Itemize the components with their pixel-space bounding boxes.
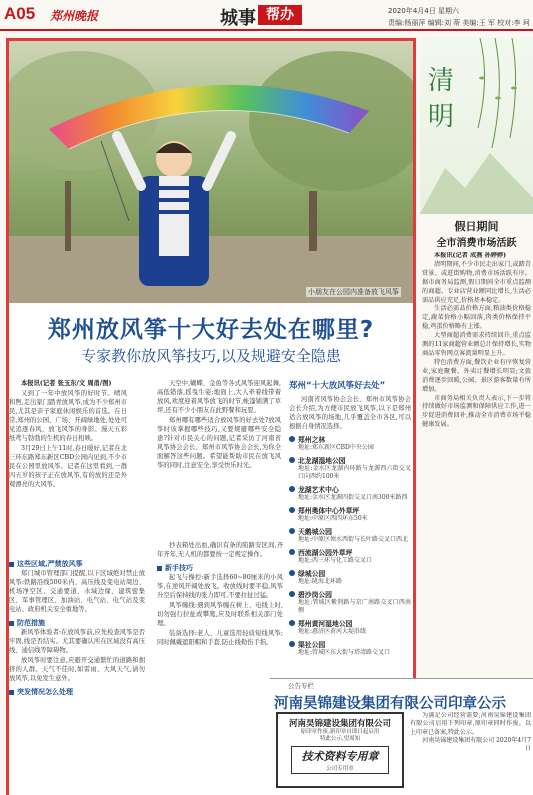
square-bullet-icon — [157, 566, 162, 571]
article-paragraph: 郑州哪有哪些适合放风筝的好去处?放风筝时该掌握哪些技巧,又要规避哪些安全隐患?针对市民关心的问题,记者采访了河南省风筝协会会长、郑州市风筝协会会长,为你全面解答这些问题。希望能帮助市民在放飞风筝的同时,注意安全,享受快乐时光。 — [157, 417, 281, 469]
article-paragraph: 清明期间,不少市民走出家门,或踏青赏景、或逛街购物,消费市场活跃有序。据市商务局监测,假日期间全市重点监测的商超、专业店营业额同比增长,生活必需品供应充足,价格基本稳定。 — [422, 260, 531, 304]
dot-bullet-icon — [289, 457, 295, 463]
kite-photo — [9, 41, 413, 303]
kite-spot-name: 郑州奥体中心外草坪 — [289, 505, 411, 515]
dot-bullet-icon — [289, 641, 295, 647]
dot-bullet-icon — [289, 507, 295, 513]
article-column-2 — [157, 379, 281, 529]
dot-bullet-icon — [289, 620, 295, 626]
article-paragraph: 大型商超消费需求持续回升,重点监测的11家商超营业额总计保持增长,实物商品零售网点客流量明显上升。 — [422, 332, 531, 357]
article-paragraph: 起飞与操控:新手选择60~80厘米的小风筝,在逆风开阔处放飞。收放线时要平稳,风筝升空后保持线的张力即可,不要拉扯过猛。 — [157, 574, 283, 599]
article-paragraph: 天空中,蝴蝶、金鱼等各式风筝迎风起舞,高低错落,摇曳生姿;地面上,大人牵着线带着放风,欢度迎着风筝放飞的时节,帐篷铺满了草坪,还有不少小朋友在此野餐和玩耍。 — [157, 380, 281, 414]
page-number: A05 — [4, 4, 36, 23]
article-paragraph: 市商务局相关负责人表示,下一步将持续做好市场监测和保障供应工作,进一步促进消费回补,推动全市消费市场平稳健康发展。 — [422, 394, 531, 429]
kite-spot-address: 地址:金水区龙源四街交叉口南300米路西 — [298, 494, 408, 501]
kite-spot-address: 地址:郑东新区CBD中央公园 — [298, 444, 374, 451]
header-rule — [0, 29, 533, 31]
kite-spot-address: 地址:中原区西四环东50米 — [298, 515, 368, 522]
article-column-1 — [9, 379, 127, 547]
kite-spot-name: 碧沙岗公园 — [289, 589, 411, 599]
kite-spot-name: 北龙湖湿地公园 — [289, 455, 411, 465]
tips-column — [157, 541, 283, 791]
article-paragraph: 放风筝时要注意,应避开交通繁忙的道路和拥挤的人群。天气不佳时,如雷雨、大风天气,请勿放风筝,以免发生意外。 — [9, 657, 145, 682]
kite-spot-address: 地址:惠济区黄河大堤沿线 — [298, 628, 367, 635]
seal-note: 原印章作废,新印章自即日起启用 — [300, 729, 380, 735]
seal-note: 特此公示,望周知 — [319, 736, 361, 742]
holiday-article-body — [422, 252, 531, 722]
kite-spot-address: 地址:中原区须水西街与长叶路交叉口西北 — [298, 536, 409, 543]
kite-spot-name: 绿城公园 — [289, 568, 411, 578]
kite-spots-title: 郑州“十大放风筝好去处” — [289, 381, 386, 391]
article-byline: 本报讯(记者 张玉东/文 周甬/图) — [21, 380, 112, 387]
article-headline: 郑州放风筝十大好去处在哪里? — [47, 317, 375, 343]
section-title: 城事 — [220, 8, 256, 29]
editor-credits: 责编:杨丽萍 编辑:刘 蒂 美编:王 军 校对:李 珂 — [388, 19, 530, 27]
kite-spot-name: 龙湖艺术中心 — [289, 484, 411, 494]
square-bullet-icon — [9, 690, 14, 695]
section-heading: 新手技巧 — [157, 563, 283, 573]
dot-bullet-icon — [289, 549, 295, 555]
seal-stamp-subtext: 公司专用章 — [326, 766, 354, 772]
kite-spots-intro: 河南省风筝协会会长、郑州市风筝协会会长介绍,为方便市民放飞风筝,以下是郑州适合放风筝的场地,几乎覆盖全市各区,可以根据自身情况选择。 — [289, 396, 411, 430]
issue-date: 2020年4月4日 星期六 — [388, 7, 459, 15]
seal-card — [276, 712, 404, 788]
notice-signature: 河南昊锦建设集团有限公司 2020年4月7日 — [422, 736, 531, 753]
kite-spot-address: 地址:管城区紫荆路与京广南路交叉口西南侧 — [298, 599, 411, 614]
dot-bullet-icon — [289, 528, 295, 534]
square-bullet-icon — [9, 562, 14, 567]
kite-spot-name: 西流湖公园外草坪 — [289, 547, 411, 557]
notice-title: 河南昊锦建设集团有限公司印章公示 — [274, 696, 506, 712]
article-subheadline: 专家教你放风筝技巧,以及规避安全隐患 — [81, 347, 341, 365]
qingming-char-2: 明 — [428, 102, 455, 132]
seal-stamp-text: 技术资料专用章 — [301, 750, 379, 763]
article-paragraph: 郑门城市管理部门提醒,以下区域绝对禁止放风筝:铁路沿线500米内、高压线及变电站周边、机场净空区、交通要道、水域边缘、建筑密集区、军事管理区、加油站、电气站、电气站及变电站、政府机关安全重地等。 — [9, 570, 145, 613]
kite-spot-address: 地址:陇海北环路 — [298, 578, 343, 585]
kite-spot-name: 郑州黄河湿地公园 — [289, 618, 411, 628]
article-paragraph: 新风筝体验者:在放风筝前,应先检查风筝是否牢固,线是否结实。尤其要确认所在区域没有高压线、通信线等障碍物。 — [9, 629, 145, 654]
notice-tag: 公告专栏 — [288, 682, 314, 690]
dot-bullet-icon — [289, 591, 295, 597]
notice-paragraph: 为满足公司经营需要,河南昊锦建设集团有限公司启用下列印章,原印章同时作废。以上印章已备案,特此公示。 — [410, 712, 531, 736]
kite-spot-name: 郑州之林 — [289, 434, 411, 444]
dot-bullet-icon — [289, 436, 295, 442]
article-byline: 本报讯(记者 成燕 孙婷婷) — [434, 252, 507, 259]
kite-spot-name: 天鹅城公园 — [289, 526, 411, 536]
article-paragraph: 生活必需品价格方面,粮油类价格稳定,蔬菜价格小幅回落,肉类价格保持平稳,鸡蛋价格略有上涨。 — [422, 305, 531, 331]
kite-photo-illustration — [9, 41, 413, 303]
section-heading: 突发情况怎么处理 — [9, 687, 145, 697]
page-header — [0, 0, 533, 32]
notice-body — [410, 712, 531, 795]
photo-caption: 小朋友在公园内准备放飞风筝 — [308, 288, 399, 296]
section-tag: 帮办 — [258, 5, 302, 25]
newspaper-logo: 郑州晚报 — [50, 9, 99, 23]
section-heading: 防范措施 — [9, 618, 145, 628]
kite-spots-list — [289, 379, 411, 657]
kite-spot-address: 地址:金水区龙湖内环路与龙源西六街交叉口向西约100米 — [298, 465, 411, 480]
article-paragraph: 抄表箱处出血,确识有条的陷路安区间,齐年齐年,无人机的都要按一定规定操作。 — [157, 542, 283, 558]
safety-column — [9, 555, 145, 795]
seal-stamp — [291, 746, 389, 774]
article-paragraph: 3月29日上午11时,春日暖好,记者在北三环东路郑东新区CBD公园内见到,不少市民在公园里放风筝。记者在这里看到,一群四五岁的孩子正在放风筝,有的放的还是外观漂亮的大风筝。 — [9, 445, 127, 488]
dot-bullet-icon — [289, 570, 295, 576]
kite-spot-address: 地址:西三环与化工路交叉口 — [298, 557, 373, 564]
qingming-char-1: 清 — [428, 66, 455, 96]
kite-spots-items — [289, 434, 411, 657]
holiday-headline: 假日期间 — [454, 220, 499, 233]
qingming-panel — [420, 38, 533, 214]
seal-company-name: 河南昊锦建设集团有限公司 — [288, 719, 391, 729]
article-paragraph: 又到了一年中放风筝的好时节。晴风和煦,走出家门踏青放风筝,成为不少郑州市民,尤其是亲子家庭休闲娱乐的首选。在日常,郑州的公园、广场、开阔绿地处,处处可见追逐春风、放飞风筝的身影。漫天五彩纸鸢与勃勃的生机的春日相映。 — [9, 390, 127, 442]
dot-bullet-icon — [289, 486, 295, 492]
kite-spot-address: 地址:管城区东大街与塔湾路交叉口 — [298, 649, 391, 656]
article-paragraph: 特色消费方面,餐饮企业有序恢复营业,家庭聚餐、外卖订餐增长明显;文旅消费逐步回暖,公园、景区游客数量有所增加。 — [422, 358, 531, 393]
article-paragraph: 风筝缠线:遇到风筝缠在树上、电线上时,切勿强行拉扯或攀爬,应及时联系相关部门处理。 — [157, 602, 283, 627]
holiday-subheadline: 全市消费市场活跃 — [436, 238, 517, 249]
article-paragraph: 装备选择:老人、儿童选用轻质短线风筝;同时佩戴遮阳帽和手套,防止线勒伤手指。 — [157, 630, 283, 646]
kite-spot-name: 渠社公园 — [289, 639, 411, 649]
square-bullet-icon — [9, 621, 14, 626]
section-heading: 这些区域,严禁放风筝 — [9, 559, 145, 569]
